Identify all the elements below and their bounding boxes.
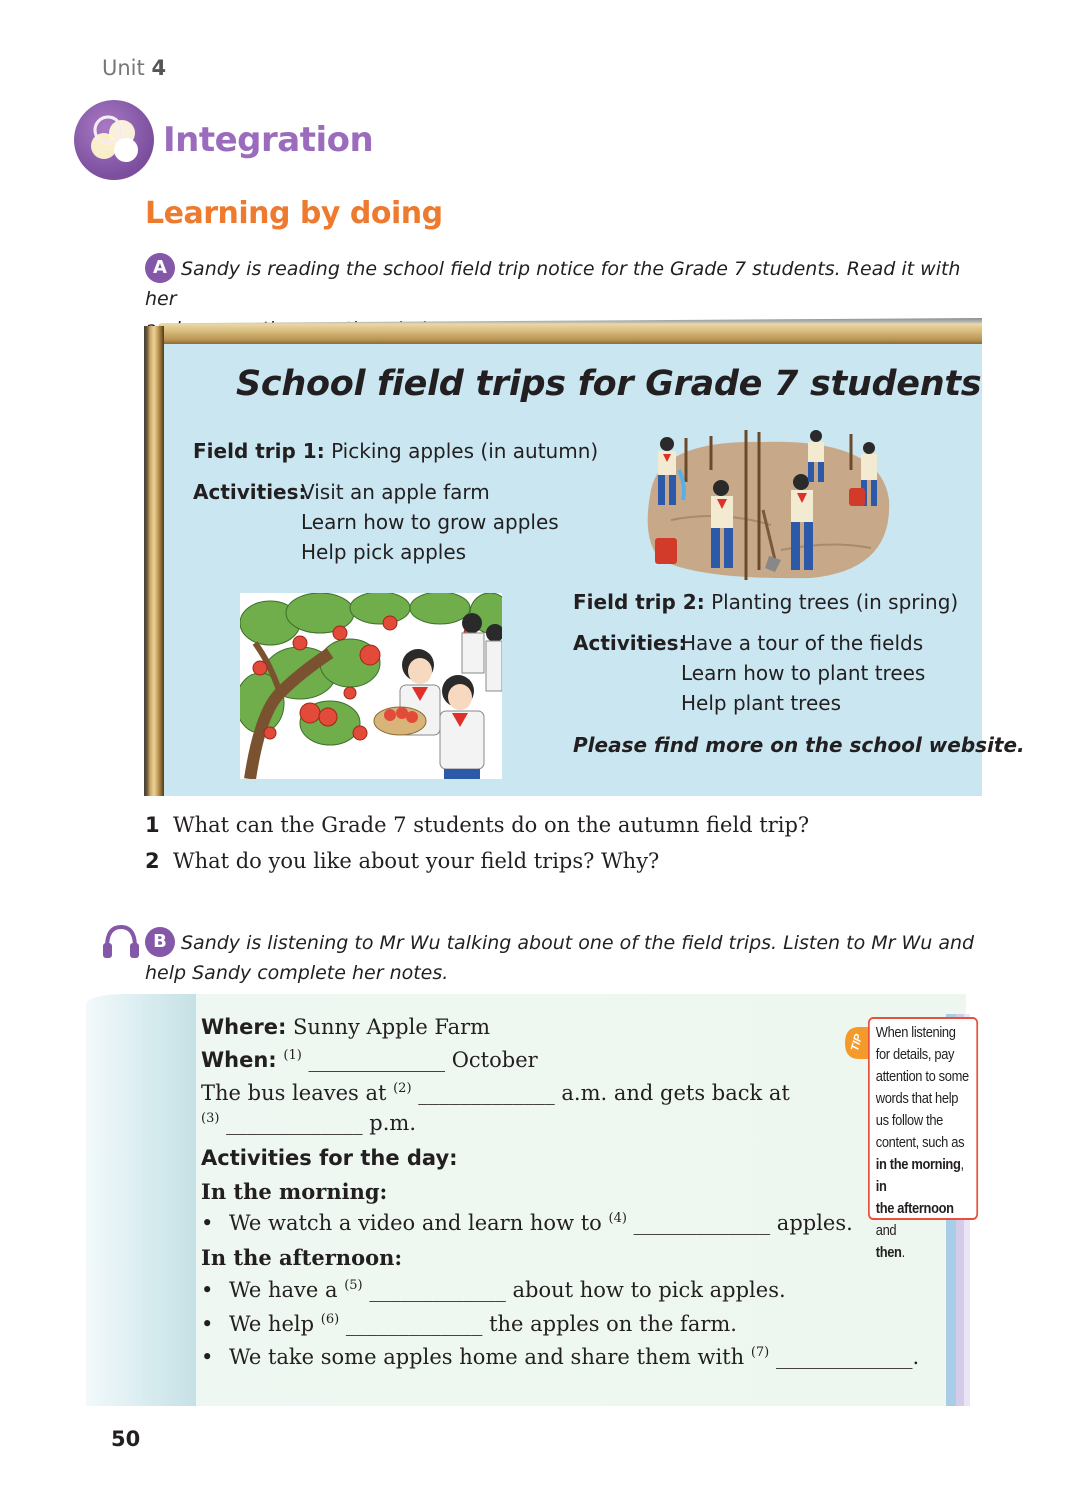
unit-prefix: Unit — [102, 56, 145, 80]
notes-morning-label: In the morning: — [201, 1179, 388, 1204]
notes-when: When: $^{(1)}$ _____________ October — [201, 1048, 538, 1072]
picking-apples-illustration — [240, 593, 502, 779]
trip1-activities-label: Activities: — [193, 480, 307, 504]
question-number: 2 — [145, 849, 160, 873]
notice-footer: Please find more on the school website. — [573, 733, 1025, 757]
notes-back: $^{(3)}$ _____________ p.m. — [201, 1111, 417, 1135]
trip2-activity: Have a tour of the fields — [681, 631, 924, 655]
page-number: 50 — [111, 1427, 141, 1451]
unit-number: 4 — [151, 56, 167, 80]
question-1 — [145, 813, 809, 837]
blank-6[interactable]: _____________ — [345, 1312, 483, 1336]
blank-number: (2) — [393, 1081, 412, 1096]
blank-number: (1) — [283, 1048, 302, 1063]
trip1-name: Picking apples (in autumn) — [331, 439, 599, 463]
question-text: What can the Grade 7 students do on the autumn field trip? — [173, 813, 810, 837]
trip2-activities-label: Activities: — [573, 631, 687, 655]
notes-morning-item: • We watch a video and learn how to $^{(4)}$ _____________ apples. — [201, 1211, 853, 1235]
notes-afternoon-item: • We have a $^{(5)}$ _____________ about how to pick apples. — [201, 1278, 786, 1302]
integration-icon — [74, 100, 154, 180]
blank-3[interactable]: _____________ — [226, 1111, 363, 1135]
trip2-activity: Learn how to plant trees — [681, 661, 926, 685]
part-b-badge: B — [145, 927, 175, 957]
trip2-name: Planting trees (in spring) — [711, 590, 959, 614]
headphones-icon[interactable] — [101, 921, 141, 961]
trip1-activity: Visit an apple farm — [301, 480, 490, 504]
trip2-heading — [573, 590, 958, 614]
part-b-instruction-line1: Sandy is listening to Mr Wu talking about one of the field trips. Listen to Mr Wu and — [181, 932, 975, 954]
question-text: What do you like about your field trips? Why? — [173, 849, 660, 873]
blank-number: (3) — [201, 1111, 220, 1126]
trip2-label: Field trip 2: — [573, 590, 705, 614]
notes-bus: The bus leaves at $^{(2)}$ _____________ a.m. and gets back at — [201, 1081, 790, 1105]
blank-number: (6) — [320, 1312, 340, 1327]
blank-4[interactable]: _____________ — [633, 1211, 771, 1235]
tip-tag-text: TIP — [849, 1032, 866, 1053]
planting-trees-illustration — [641, 430, 893, 582]
trip1-activity: Help pick apples — [301, 540, 467, 564]
section-name: Integration — [163, 120, 374, 160]
unit-label — [102, 56, 166, 80]
tip-box: When listening for details, pay attention to some words that help us follow the content, such as in the morning, in the afternoon and then. — [868, 1017, 978, 1220]
part-a-badge: A — [145, 253, 175, 283]
notes-afternoon-item: • We take some apples home and share them with $^{(7)}$ _____________. — [201, 1345, 920, 1369]
trip1-activity: Learn how to grow apples — [301, 510, 559, 534]
trip2-activity: Help plant trees — [681, 691, 841, 715]
notebook-fold — [86, 994, 196, 1406]
part-b-instruction-line2: help Sandy complete her notes. — [145, 962, 449, 984]
part-b-instruction — [145, 927, 995, 988]
notice-board-top-frame — [144, 318, 982, 344]
trip1-heading — [193, 439, 598, 463]
notes-where: Where: Sunny Apple Farm — [201, 1015, 491, 1039]
notes-afternoon-item: • We help $^{(6)}$ _____________ the apples on the farm. — [201, 1312, 737, 1336]
question-number: 1 — [145, 813, 160, 837]
notice-title: School field trips for Grade 7 students — [236, 364, 982, 404]
question-2 — [145, 849, 659, 873]
blank-number: (5) — [344, 1278, 363, 1293]
blank-1[interactable]: _____________ — [308, 1048, 446, 1072]
part-a-instruction-line1: Sandy is reading the school field trip notice for the Grade 7 students. Read it with her — [145, 258, 961, 310]
trip1-label: Field trip 1: — [193, 439, 325, 463]
blank-7[interactable]: _____________ — [775, 1345, 913, 1369]
blank-5[interactable]: _____________ — [369, 1278, 506, 1302]
subsection-title: Learning by doing — [145, 196, 443, 231]
notes-activities-label: Activities for the day: — [201, 1146, 458, 1170]
blank-2[interactable]: _____________ — [418, 1081, 555, 1105]
blank-number: (7) — [750, 1345, 770, 1360]
notes-afternoon-label: In the afternoon: — [201, 1245, 403, 1270]
notice-board-left-frame — [144, 326, 164, 796]
blank-number: (4) — [608, 1211, 627, 1226]
